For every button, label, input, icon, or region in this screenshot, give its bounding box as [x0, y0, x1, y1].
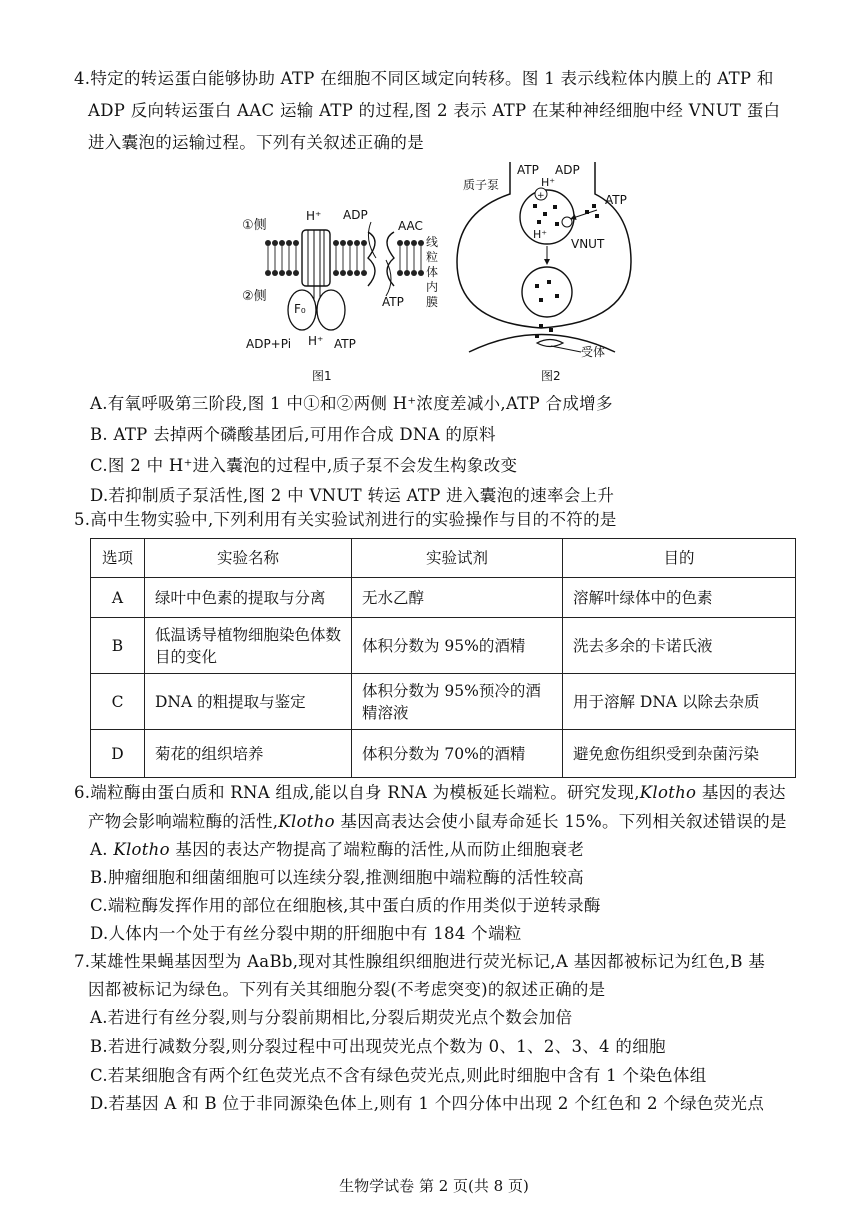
q6-stem-line-1: 6.端粒酶由蛋白质和 RNA 组成,能以自身 RNA 为模板延长端粒。研究发现,Klotho 基因的表达	[74, 783, 786, 802]
q4-option-d: D.若抑制质子泵活性,图 2 中 VNUT 转运 ATP 进入囊泡的速率会上升	[90, 486, 615, 505]
q6-option-a: A. Klotho 基因的表达产物提高了端粒酶的活性,从而防止细胞衰老	[90, 840, 585, 859]
table-header-purpose: 目的	[563, 539, 796, 578]
figure-2	[455, 152, 650, 387]
table-header-row	[91, 539, 796, 578]
fig2-atp-top-label: ATP	[517, 163, 539, 177]
table-cell: 体积分数为 70%的酒精	[352, 730, 563, 778]
svg-text:粒: 粒	[426, 250, 439, 264]
fig2-vnut-label: VNUT	[571, 237, 605, 251]
fig2-h-top-label: H⁺	[541, 176, 556, 189]
gene-name: Klotho	[639, 783, 697, 802]
q4-option-b: B. ATP 去掉两个磷酸基团后,可用作合成 DNA 的原料	[90, 425, 496, 444]
fig1-adp-pi-label: ADP+Pi	[246, 337, 292, 351]
q4-stem-line-3: 进入囊泡的运输过程。下列有关叙述正确的是	[88, 133, 424, 152]
table-cell: 避免愈伤组织受到杂菌污染	[563, 730, 796, 778]
table-cell: 用于溶解 DNA 以除去杂质	[563, 674, 796, 730]
q6-stem-line-2: 产物会影响端粒酶的活性,Klotho 基因高表达会使小鼠寿命延长 15%。下列相关叙述错误的是	[88, 812, 787, 831]
fig2-adp-top-label: ADP	[555, 163, 580, 177]
table-cell: A	[91, 578, 145, 618]
table-cell: 体积分数为 95%预冷的酒精溶液	[352, 674, 563, 730]
q7-option-d: D.若基因 A 和 B 位于非同源染色体上,则有 1 个四分体中出现 2 个红色和 2 个绿色荧光点	[90, 1094, 765, 1113]
table-cell: 无水乙醇	[352, 578, 563, 618]
table-cell: 体积分数为 95%的酒精	[352, 618, 563, 674]
svg-text:膜: 膜	[426, 295, 439, 309]
fig1-adp-label: ADP	[343, 208, 368, 222]
table-header-reagent: 实验试剂	[352, 539, 563, 578]
fig1-aac-label: AAC	[398, 219, 423, 233]
fig1-f0-label: F₀	[294, 302, 306, 316]
fig2-proton-pump-label: 质子泵	[463, 178, 500, 192]
q6-option-c: C.端粒酶发挥作用的部位在细胞核,其中蛋白质的作用类似于逆转录酶	[90, 896, 601, 915]
fig1-atp-bottom-label: ATP	[334, 337, 356, 351]
table-row	[91, 618, 796, 674]
fig1-membrane-bilayer	[264, 240, 432, 276]
table-cell: 洗去多余的卡诺氏液	[563, 618, 796, 674]
q7-stem-line-2: 因都被标记为绿色。下列有关其细胞分裂(不考虑突变)的叙述正确的是	[88, 980, 606, 999]
svg-text:线: 线	[426, 235, 439, 249]
table-cell: DNA 的粗提取与鉴定	[145, 674, 352, 730]
fig1-h-top-label: H⁺	[306, 209, 322, 223]
fig1-side1-label: ①侧	[242, 218, 267, 233]
table-header-experiment: 实验名称	[145, 539, 352, 578]
fig2-caption: 图2	[541, 369, 561, 383]
svg-text:内: 内	[426, 280, 439, 294]
fig2-receptor-label: 受体	[581, 345, 606, 359]
fig1-atp-label: ATP	[382, 295, 404, 309]
q7-stem-line-1: 7.某雄性果蝇基因型为 AaBb,现对其性腺组织细胞进行荧光标记,A 基因都被标记为红色,B 基	[74, 952, 766, 971]
svg-text:+: +	[537, 191, 545, 201]
figure-1	[236, 200, 446, 385]
q5-experiment-table	[90, 538, 796, 778]
fig2-atp-right-label: ATP	[605, 193, 627, 207]
table-cell: D	[91, 730, 145, 778]
table-cell: 绿叶中色素的提取与分离	[145, 578, 352, 618]
table-cell: B	[91, 618, 145, 674]
q6-option-d: D.人体内一个处于有丝分裂中期的肝细胞中有 184 个端粒	[90, 924, 522, 943]
q7-option-c: C.若某细胞含有两个红色荧光点不含有绿色荧光点,则此时细胞中含有 1 个染色体组	[90, 1066, 707, 1085]
table-row	[91, 730, 796, 778]
fig2-atp-particles	[585, 204, 599, 218]
svg-text:体: 体	[426, 265, 439, 279]
fig1-h-bottom-label: H⁺	[308, 334, 324, 348]
q4-stem-line-1: 4.特定的转运蛋白能够协助 ATP 在细胞不同区域定向转移。图 1 表示线粒体内膜上的 ATP 和	[74, 69, 774, 88]
table-cell: 菊花的组织培养	[145, 730, 352, 778]
fig1-side2-label: ②侧	[242, 289, 267, 304]
q5-stem: 5.高中生物实验中,下列利用有关实验试剂进行的实验操作与目的不符的是	[74, 510, 617, 529]
fig1-membrane-label	[426, 234, 438, 309]
table-cell: 溶解叶绿体中的色素	[563, 578, 796, 618]
table-cell: C	[91, 674, 145, 730]
page-footer: 生物学试卷 第 2 页(共 8 页)	[339, 1177, 529, 1195]
fig1-caption: 图1	[312, 369, 332, 383]
q4-option-c: C.图 2 中 H⁺进入囊泡的过程中,质子泵不会发生构象改变	[90, 456, 518, 475]
fig2-h-inner-label: H⁺	[533, 228, 548, 241]
q6-option-b: B.肿瘤细胞和细菌细胞可以连续分裂,推测细胞中端粒酶的活性较高	[90, 868, 584, 887]
gene-name: Klotho	[278, 812, 335, 831]
q7-option-a: A.若进行有丝分裂,则与分裂前期相比,分裂后期荧光点个数会加倍	[90, 1008, 573, 1027]
table-header-option: 选项	[91, 539, 145, 578]
table-cell: 低温诱导植物细胞染色体数目的变化	[145, 618, 352, 674]
q4-option-a: A.有氧呼吸第三阶段,图 1 中①和②两侧 H⁺浓度差减小,ATP 合成增多	[90, 394, 613, 413]
table-row	[91, 674, 796, 730]
table-row	[91, 578, 796, 618]
q4-stem-line-2: ADP 反向转运蛋白 AAC 运输 ATP 的过程,图 2 表示 ATP 在某种神经细胞中经 VNUT 蛋白	[88, 101, 781, 120]
q7-option-b: B.若进行减数分裂,则分裂过程中可出现荧光点个数为 0、1、2、3、4 的细胞	[90, 1037, 666, 1056]
